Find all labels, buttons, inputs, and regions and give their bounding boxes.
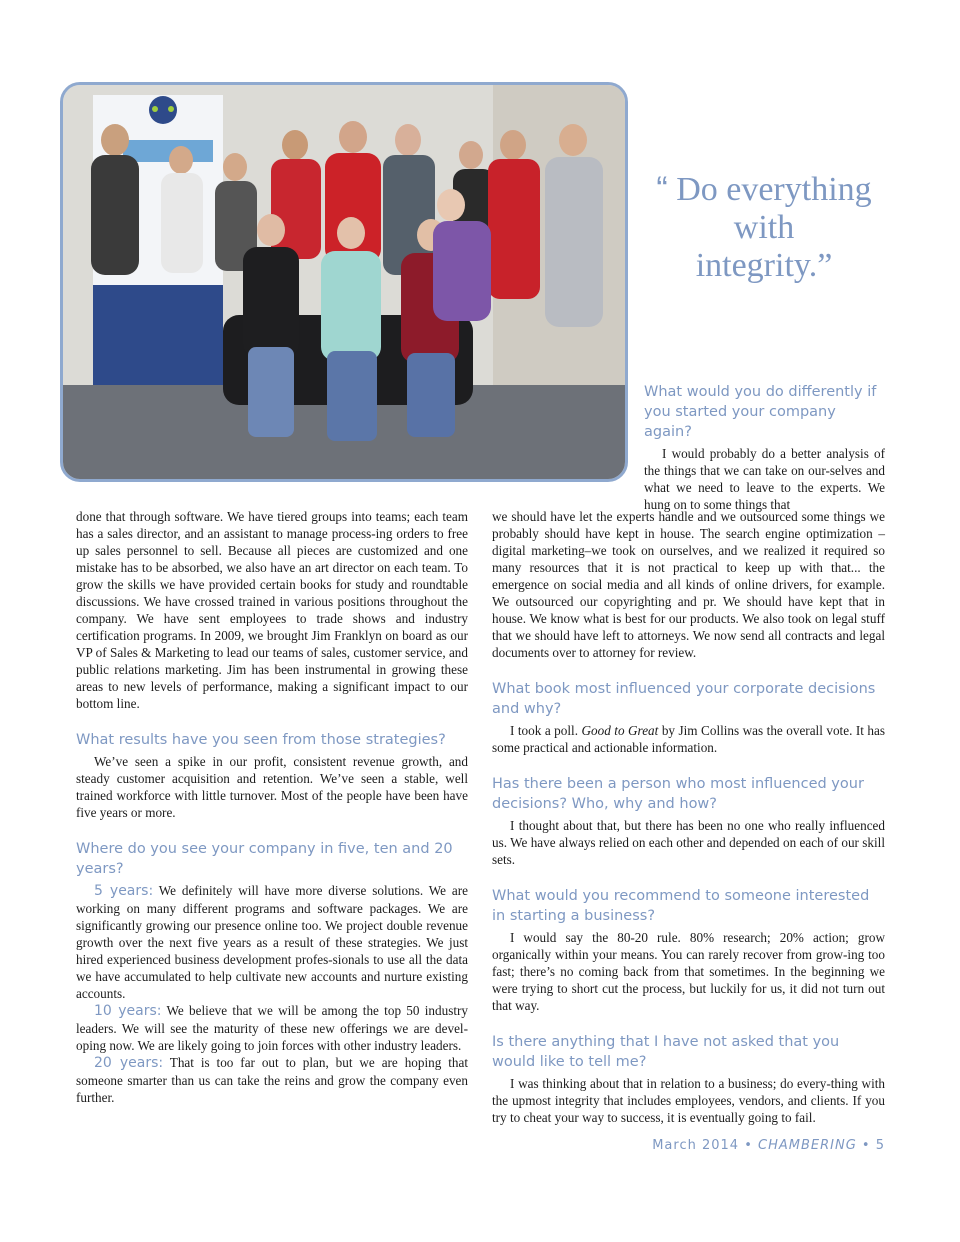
answer-book bbox=[492, 722, 885, 756]
answer-person: I thought about that, but there has been no one who really influenced us. We have always relied on each other and depended on each of our skill sets. bbox=[492, 818, 885, 867]
question-heading-future: Where do you see your company in five, ten and 20 years? bbox=[76, 841, 453, 877]
right-column-top bbox=[644, 382, 885, 513]
answer-results: We’ve seen a spike in our profit, consistent revenue growth, and steady customer acquisition and retention. We’ve seen a stable, well trained workforce with little turnover. Most of the people have been have five years or more. bbox=[76, 754, 468, 820]
page-footer bbox=[652, 1138, 885, 1153]
paragraph-continued: done that through software. We have tiered groups into teams; each team has a sales director, and an assistant to manage process-ing orders to free up sales personnel to sell. Because all pieces are customized and one mistake has to be absorbed, we also have an art director on each team. To grow the skills we have provided certain books for study and roundtable discussions. We have crossed trained in various positions throughout the company. We have sent employees to trade shows and industry certification programs. In 2009, we brought Jim Franklyn on board as our VP of Sales & Marketing to lead our teams of sales, customer service, and public relations marketing. Jim has been instrumental in growing these areas to new levels of performance, making a significant impact to our bottom line. bbox=[76, 509, 468, 711]
question-heading-results: What results have you seen from those strategies? bbox=[76, 732, 446, 748]
question-heading-differently: What would you do differently if you started your company again? bbox=[644, 384, 877, 440]
label-5-years: 5 years: bbox=[94, 883, 154, 899]
footer-page-number: 5 bbox=[875, 1138, 885, 1153]
question-heading-book: What book most influenced your corporate decisions and why? bbox=[492, 681, 876, 717]
pull-quote bbox=[640, 170, 888, 285]
group-photo bbox=[60, 82, 628, 482]
label-20-years: 20 years: bbox=[94, 1055, 164, 1071]
pull-quote-line-1 bbox=[640, 170, 888, 209]
question-heading-recommend: What would you recommend to someone interested in starting a business? bbox=[492, 888, 870, 924]
question-heading-person: Has there been a person who most influenced your decisions? Who, why and how? bbox=[492, 776, 864, 812]
footer-date: March 2014 bbox=[652, 1138, 740, 1153]
text-5-years: We definitely will have more diverse solutions. We are working on many different programs and software packages. We are significantly growing our presence online too. We project double revenue growth over the next five years as a result of these strategies. We just hired experienced business development profes-sionals to use all the data we have accumulated to help cultivate new accounts and nurture existing accounts. bbox=[76, 883, 468, 1001]
text-10-years: We believe that we will be among the top 50 industry leaders. We will see the maturity of these new offerings we are devel-oping now. We are likely going to join forces with other industry leaders. bbox=[76, 1003, 468, 1053]
answer-5-years bbox=[76, 882, 468, 1002]
footer-separator-2: • bbox=[856, 1138, 876, 1153]
left-column bbox=[76, 508, 468, 1106]
footer-separator-1: • bbox=[739, 1138, 759, 1153]
answer-differently-part-2: we should have let the experts handle and we outsourced some things we probably should have kept in house. The search engine optimization –digital marketing–we took on ourselves, and we realized it required so many resources that it is not practical to keep up with that... the emergence on social media and all kinds of online drivers, for example. We outsourced our copyrighting and pr. We should have kept that in house. We know what is best for our products. We also took on legal stuff that we should have left to attorneys. We now send all contracts and legal documents over to attorney for review. bbox=[492, 509, 885, 660]
footer-magazine: CHAMBERING bbox=[758, 1138, 857, 1153]
book-title: Good to Great bbox=[581, 723, 659, 738]
right-column bbox=[492, 508, 885, 1126]
answer-book-post: by Jim Collins was the overall vote. It has some practical and actionable information. bbox=[492, 723, 885, 755]
label-10-years: 10 years: bbox=[94, 1003, 162, 1019]
question-heading-anything-else: Is there anything that I have not asked that you would like to tell me? bbox=[492, 1034, 840, 1070]
answer-anything-else: I was thinking about that in relation to a business; do every-thing with the upmost integrity that includes employees, vendors, and clients. If you try to cheat your way to success, it is eventually going to fail. bbox=[492, 1076, 885, 1125]
pull-quote-line-2: with bbox=[733, 209, 795, 246]
answer-10-years bbox=[76, 1002, 468, 1054]
text-20-years: That is too far out to plan, but we are hoping that someone smarter than us can take the reins and grow the company even further. bbox=[76, 1055, 468, 1105]
pull-quote-text-1: Do everything bbox=[676, 171, 872, 208]
group-photo-icon bbox=[63, 85, 625, 479]
answer-recommend: I would say the 80-20 rule. 80% research; 20% action; grow organically within your means. You can rarely recover from grow-ing too fast; there’s no coming back from that sometimes. In the beginning we were trying to short cut the process, but luckily for us, it did not turn out that way. bbox=[492, 930, 885, 1013]
open-quote-mark: “ bbox=[656, 170, 668, 208]
answer-book-pre: I took a poll. bbox=[510, 723, 582, 738]
pull-quote-line-3: integrity.” bbox=[695, 247, 833, 284]
answer-20-years bbox=[76, 1054, 468, 1106]
answer-differently-part-1: I would probably do a better analysis of the things that we can take on our-selves and what we need to leave to the experts. We hung on to some things that bbox=[644, 446, 885, 512]
